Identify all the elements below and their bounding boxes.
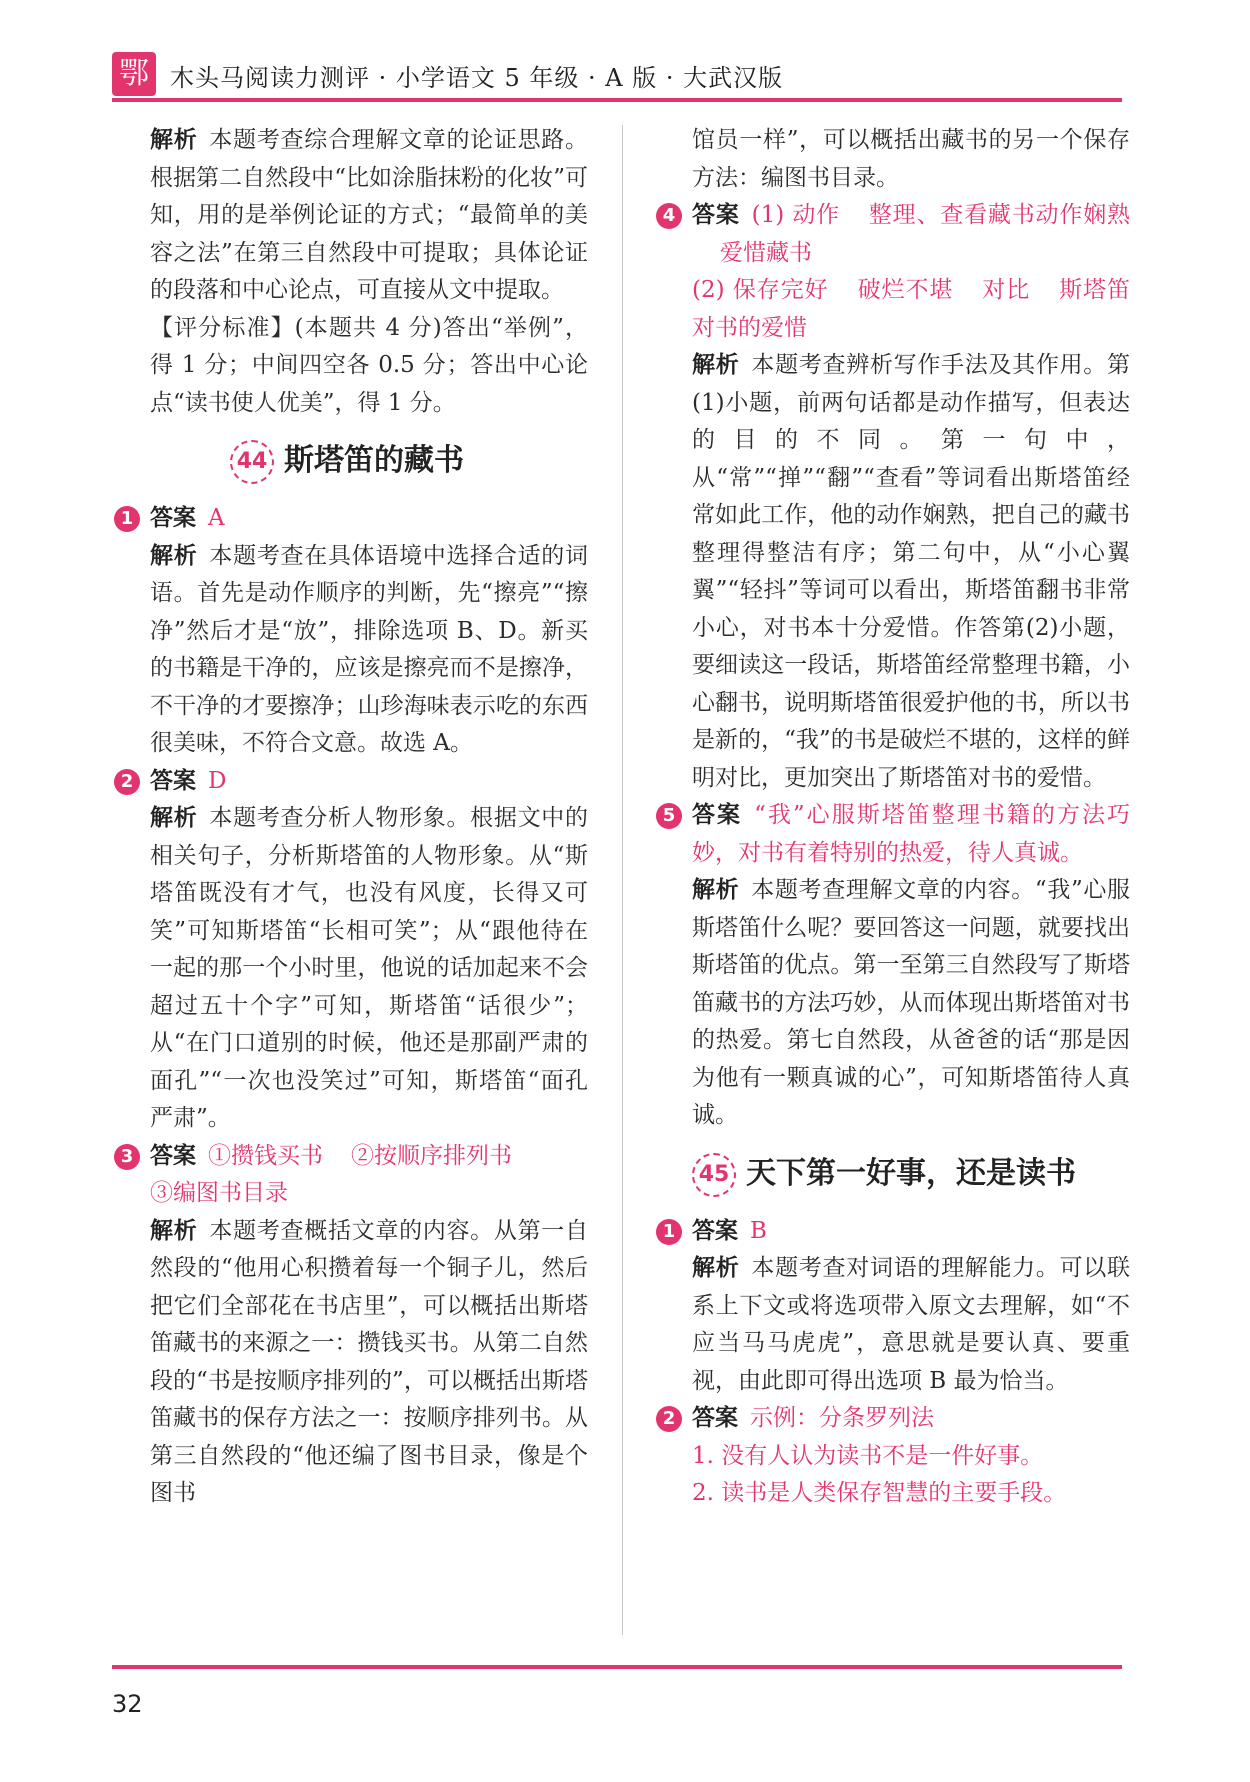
question-1-analysis: [150, 538, 588, 763]
analysis-label: 解析: [692, 352, 740, 378]
question-1-analysis: [692, 1250, 1130, 1400]
analysis-label: 解析: [150, 805, 198, 831]
analysis-label: 解析: [150, 127, 198, 153]
question-5: [662, 797, 1130, 872]
book-title: 木头马阅读力测评 · 小学语文 5 年级 · A 版 · 大武汉版: [170, 64, 784, 92]
intro-analysis-text: 本题考查综合理解文章的论证思路。根据第二自然段中“比如涂脂抹粉的化妆”可知，用的是举例论证的方式；“最简单的美容之法”在第三自然段中可提取；具体论证的段落和中心论点，可直接从文中提取。: [150, 127, 589, 303]
page-number: 32: [112, 1690, 143, 1718]
answer-text: ③编图书目录: [150, 1180, 288, 1206]
question-3-analysis: [150, 1213, 588, 1513]
answer-label: 答案: [150, 1142, 196, 1169]
question-number-badge: 3: [114, 1144, 140, 1170]
answer-label: 答案: [692, 1217, 738, 1244]
answer-text: “我”心服斯塔笛整理书籍的方法巧妙，对书有着特别的热爱，待人真诚。: [692, 802, 1130, 866]
section-title: 斯塔笛的藏书: [284, 443, 464, 478]
question-number-badge: 2: [656, 1406, 682, 1432]
answer-label: 答案: [150, 767, 196, 794]
question-2-analysis: [150, 800, 588, 1138]
analysis-text: 本题考查对词语的理解能力。可以联系上下文或将选项带入原文去理解，如“不应当马马虎虎”，意思就是要认真、要重视，由此即可得出选项 B 最为恰当。: [692, 1255, 1131, 1394]
header-rule: [112, 98, 1122, 102]
analysis-text: 本题考查概括文章的内容。从第一自然段的“他用心积攒着每一个铜子儿，然后把它们全部花在书店里”，可以概括出斯塔笛藏书的来源之一：攒钱买书。从第二自然段的“书是按顺序排列的”，可以概括出斯塔笛藏书的保存方法之一：按顺序排列书。从第三自然段的“他还编了图书目录，像是个图书: [150, 1217, 589, 1506]
section-number: 44: [230, 440, 274, 484]
section-45-heading: [692, 1149, 1130, 1205]
question-4-analysis: [692, 347, 1130, 797]
page-header: [112, 52, 1122, 102]
answer-text: 斯塔笛对书的爱惜: [692, 277, 1131, 341]
answer-text: A: [208, 505, 225, 531]
analysis-label: 解析: [150, 542, 198, 569]
analysis-text: 本题考查分析人物形象。根据文中的相关句子，分析斯塔笛的人物形象。从“斯塔笛既没有才气，也没有风度，长得又可笑”可知斯塔笛“长相可笑”；从“跟他待在一起的那一个小时里，他说的话加起来不会超过五十个字”可知，斯塔笛“话很少”；从“在门口道别的时候，他还是那副严肃的面孔”“一次也没笑过”可知，斯塔笛“面孔严肃”。: [150, 805, 589, 1131]
right-column: [662, 122, 1131, 1513]
answer-text: 爱惜藏书: [720, 239, 812, 266]
scoring-standard: 【评分标准】(本题共 4 分)答出“举例”，得 1 分；中间四空各 0.5 分；答出中心论点“读书使人优美”，得 1 分。: [150, 314, 588, 416]
question-number-badge: 1: [114, 506, 140, 532]
analysis-label: 解析: [692, 877, 740, 903]
question-number-badge: 2: [114, 769, 140, 795]
answer-list-item: 1. 没有人认为读书不是一件好事。: [692, 1442, 1044, 1469]
question-1: [120, 500, 588, 538]
answer-text: (1) 动作: [751, 202, 840, 228]
question-number-badge: 5: [656, 803, 682, 829]
footer-rule: [112, 1665, 1122, 1669]
question-2: [662, 1400, 1130, 1513]
left-column: [120, 122, 589, 1513]
answer-label: 答案: [692, 802, 743, 828]
question-number-badge: 4: [656, 203, 682, 229]
question-1: [662, 1213, 1130, 1251]
answer-text: 破烂不堪: [856, 277, 954, 303]
intro-analysis: [150, 122, 588, 310]
answer-text: B: [750, 1217, 767, 1244]
column-divider: [622, 125, 623, 1635]
section-number: 45: [692, 1153, 736, 1197]
question-3: [120, 1138, 588, 1213]
answer-label: 答案: [692, 1405, 738, 1431]
analysis-text: 本题考查在具体语境中选择合适的词语。首先是动作顺序的判断，先“擦亮”“擦净”然后才是“放”，排除选项 B、D。新买的书籍是干净的，应该是擦亮而不是擦净，不干净的才要擦净；山珍海味表示吃的东西很美味，不符合文意。故选 A。: [150, 542, 589, 756]
analysis-label: 解析: [692, 1255, 740, 1281]
answer-text: 示例：分条罗列法: [750, 1405, 934, 1431]
question-5-analysis: [692, 872, 1130, 1135]
answer-list-item: 2. 读书是人类保存智慧的主要手段。: [692, 1480, 1067, 1506]
question-3-analysis-continued: 馆员一样”，可以概括出藏书的另一个保存方法：编图书目录。: [692, 127, 1130, 191]
answer-label: 答案: [150, 505, 196, 531]
question-2: [120, 763, 588, 801]
question-4: [662, 197, 1131, 347]
answer-text: 对比: [981, 277, 1031, 303]
question-number-badge: 1: [656, 1219, 682, 1245]
answer-text: D: [208, 767, 227, 794]
answer-label: 答案: [692, 202, 740, 228]
answer-text: ②按顺序排列书: [351, 1142, 512, 1169]
analysis-text: 本题考查理解文章的内容。“我”心服斯塔笛什么呢？要回答这一问题，就要找出斯塔笛的优点。第一至第三自然段写了斯塔笛藏书的方法巧妙，从而体现出斯塔笛对书的热爱。第七自然段，从爸爸的话“那是因为他有一颗真诚的心”，可知斯塔笛待人真诚。: [692, 877, 1130, 1128]
section-title: 天下第一好事，还是读书: [746, 1155, 1076, 1191]
analysis-label: 解析: [150, 1217, 198, 1244]
analysis-text: 本题考查辨析写作手法及其作用。第(1)小题，前两句话都是动作描写，但表达的目的不同。第一句中，从“常”“掸”“翻”“查看”等词看出斯塔笛经常如此工作，他的动作娴熟，把自己的藏书整理得整洁有序；第二句中，从“小心翼翼”“轻抖”等词可以看出，斯塔笛翻书非常小心，对书本十分爱惜。作答第(2)小题，要细读这一段话，斯塔笛经常整理书籍，小心翻书，说明斯塔笛很爱护他的书，所以书是新的，“我”的书是破烂不堪的，这样的鲜明对比，更加突出了斯塔笛对书的爱惜。: [692, 352, 1131, 791]
publisher-logo: 鄂: [112, 52, 156, 96]
answer-text: ①攒钱买书: [208, 1142, 323, 1169]
answer-text: 整理、查看藏书动作娴熟: [868, 202, 1131, 228]
answer-text: (2) 保存完好: [692, 277, 829, 303]
section-44-heading: [150, 436, 588, 492]
